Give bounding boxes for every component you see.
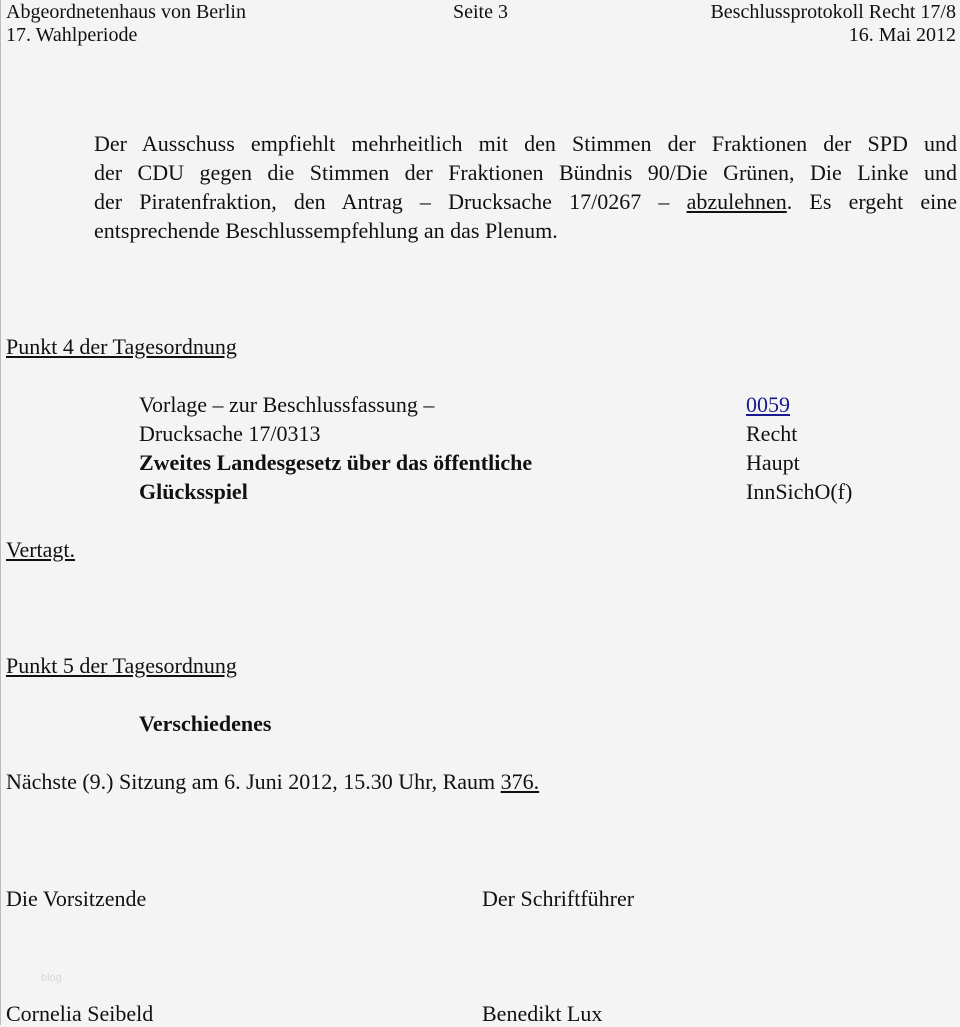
room: 376. xyxy=(500,769,540,794)
right-name: Benedikt Lux xyxy=(482,1001,603,1026)
header-doc: Beschlussprotokoll Recht 17/8 xyxy=(710,1,956,23)
resolution-line: entsprechende Beschlussempfehlung an das Plenum. xyxy=(94,218,558,243)
resolution-line: der CDU gegen die Stimmen der Fraktionen Bündnis 90/Die Grünen, Die Linke und xyxy=(94,160,957,185)
watermark: blog xyxy=(41,972,62,984)
item4-ref-link[interactable]: 0059 xyxy=(746,392,790,417)
header-period: 17. Wahlperiode xyxy=(6,24,138,46)
item4-type: Vorlage – zur Beschlussfassung – xyxy=(139,392,435,417)
item4-drucksache: Drucksache 17/0313 xyxy=(139,421,321,446)
header-date: 16. Mai 2012 xyxy=(848,24,956,46)
header-org: Abgeordnetenhaus von Berlin xyxy=(6,1,246,23)
right-role: Der Schriftführer xyxy=(482,886,635,911)
resolution-line: der Piratenfraktion, den Antrag – Drucksache 17/0267 – abzulehnen. Es ergeht eine xyxy=(94,189,957,214)
committee: Haupt xyxy=(746,450,800,475)
item4-title: Glücksspiel xyxy=(139,479,248,504)
item5-title: Verschiedenes xyxy=(139,711,272,736)
item4-title: Zweites Landesgesetz über das öffentliche xyxy=(139,450,533,475)
item4-result: Vertagt. xyxy=(6,537,76,562)
resolution-line: Der Ausschuss empfiehlt mehrheitlich mit den Stimmen der Fraktionen der SPD und xyxy=(94,131,957,156)
committee: InnSichO(f) xyxy=(746,479,853,504)
left-role: Die Vorsitzende xyxy=(6,886,147,911)
item5-heading: Punkt 5 der Tagesordnung xyxy=(6,653,237,678)
next-session: Nächste (9.) Sitzung am 6. Juni 2012, 15.30 Uhr, Raum 376. xyxy=(6,769,540,794)
committee: Recht xyxy=(746,421,798,446)
item4-heading: Punkt 4 der Tagesordnung xyxy=(6,334,237,359)
abzulehnen-text: abzulehnen xyxy=(686,189,787,214)
header-page: Seite 3 xyxy=(453,1,508,23)
left-name: Cornelia Seibeld xyxy=(6,1001,154,1026)
